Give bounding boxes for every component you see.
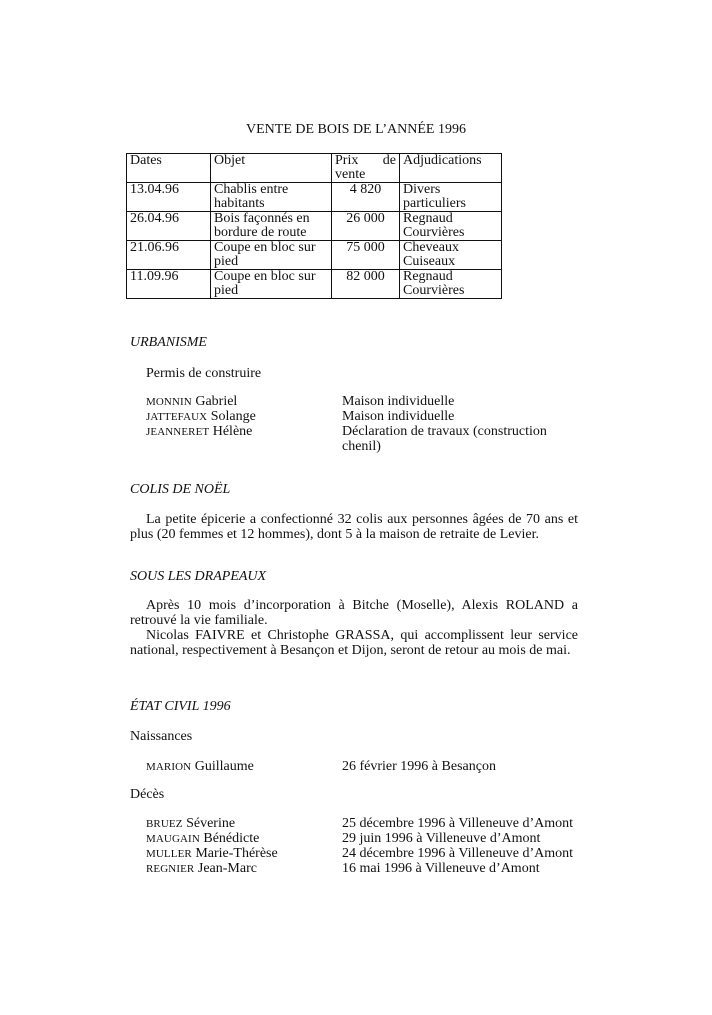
drapeaux-paragraph-1: Après 10 mois d’incorporation à Bitche (Moselle), Alexis ROLAND a retrouvé la vie familiale.: [130, 598, 578, 628]
cell-prix: 82 000: [332, 270, 400, 299]
cell-date: 11.09.96: [127, 270, 211, 299]
surname: MAUGAIN: [146, 833, 200, 845]
permit-detail: Déclaration de travaux (construction chenil): [342, 424, 547, 454]
heading-colis: COLIS DE NOËL: [130, 482, 231, 497]
table-row: [127, 270, 502, 299]
cell-date: 13.04.96: [127, 183, 211, 212]
birth-detail: 26 février 1996 à Besançon: [342, 759, 496, 774]
firstname: Solange: [210, 409, 256, 424]
heading-etat-civil: ÉTAT CIVIL 1996: [130, 699, 231, 714]
firstname: Bénédicte: [203, 831, 260, 846]
person-name: [146, 424, 252, 440]
table-row: [127, 241, 502, 270]
firstname: Guillaume: [194, 759, 254, 774]
cell-objet: Bois façonnés en bordure de route: [211, 212, 332, 241]
permit-detail: Maison individuelle: [342, 409, 455, 424]
subheading-permis: Permis de construire: [146, 366, 262, 381]
heading-urbanisme: URBANISME: [130, 335, 207, 350]
surname: MARION: [146, 761, 192, 773]
permit-detail: Maison individuelle: [342, 394, 455, 409]
header-prix: Prix de vente: [332, 154, 400, 183]
header-adjudications: Adjudications: [400, 154, 502, 183]
firstname: Gabriel: [195, 394, 238, 409]
colis-paragraph: La petite épicerie a confectionné 32 colis aux personnes âgées de 70 ans et plus (20 femmes et 12 hommes), dont 5 à la maison de retraite de Levier.: [130, 512, 578, 542]
death-detail: 29 juin 1996 à Villeneuve d’Amont: [342, 831, 541, 846]
surname: MONNIN: [146, 396, 192, 408]
person-name: [146, 846, 278, 862]
cell-prix: 75 000: [332, 241, 400, 270]
cell-adjudication: Divers particuliers: [400, 183, 502, 212]
surname: REGNIER: [146, 863, 195, 875]
person-name: [146, 409, 256, 425]
person-name: [146, 861, 257, 877]
death-detail: 25 décembre 1996 à Villeneuve d’Amont: [342, 816, 573, 831]
cell-prix: 26 000: [332, 212, 400, 241]
surname: JATTEFAUX: [146, 411, 208, 423]
cell-objet: Coupe en bloc sur pied: [211, 270, 332, 299]
cell-prix: 4 820: [332, 183, 400, 212]
label-naissances: Naissances: [130, 729, 193, 744]
firstname: Jean-Marc: [197, 861, 257, 876]
firstname: Séverine: [186, 816, 236, 831]
cell-adjudication: Cheveaux Cuiseaux: [400, 241, 502, 270]
cell-date: 26.04.96: [127, 212, 211, 241]
heading-drapeaux: SOUS LES DRAPEAUX: [130, 569, 267, 584]
person-name: [146, 394, 237, 410]
cell-adjudication: Regnaud Courvières: [400, 270, 502, 299]
firstname: Hélène: [212, 424, 253, 439]
death-detail: 24 décembre 1996 à Villeneuve d’Amont: [342, 846, 573, 861]
death-detail: 16 mai 1996 à Villeneuve d’Amont: [342, 861, 540, 876]
cell-objet: Coupe en bloc sur pied: [211, 241, 332, 270]
person-name: [146, 759, 254, 775]
header-dates: Dates: [127, 154, 211, 183]
surname: JEANNERET: [146, 426, 210, 438]
cell-date: 21.06.96: [127, 241, 211, 270]
surname: BRUEZ: [146, 818, 183, 830]
cell-objet: Chablis entre habitants: [211, 183, 332, 212]
table-row: [127, 183, 502, 212]
page-title: VENTE DE BOIS DE L’ANNÉE 1996: [246, 122, 466, 137]
cell-adjudication: Regnaud Courvières: [400, 212, 502, 241]
firstname: Marie-Thérèse: [195, 846, 278, 861]
header-objet: Objet: [211, 154, 332, 183]
table-row: [127, 212, 502, 241]
table-header-row: [127, 154, 502, 183]
person-name: [146, 816, 235, 832]
surname: MULLER: [146, 848, 192, 860]
drapeaux-paragraph-2: Nicolas FAIVRE et Christophe GRASSA, qui accomplissent leur service national, respectivement à Besançon et Dijon, seront de retour au mois de mai.: [130, 628, 578, 658]
person-name: [146, 831, 259, 847]
wood-sales-table: [126, 153, 502, 299]
label-deces: Décès: [130, 787, 165, 802]
